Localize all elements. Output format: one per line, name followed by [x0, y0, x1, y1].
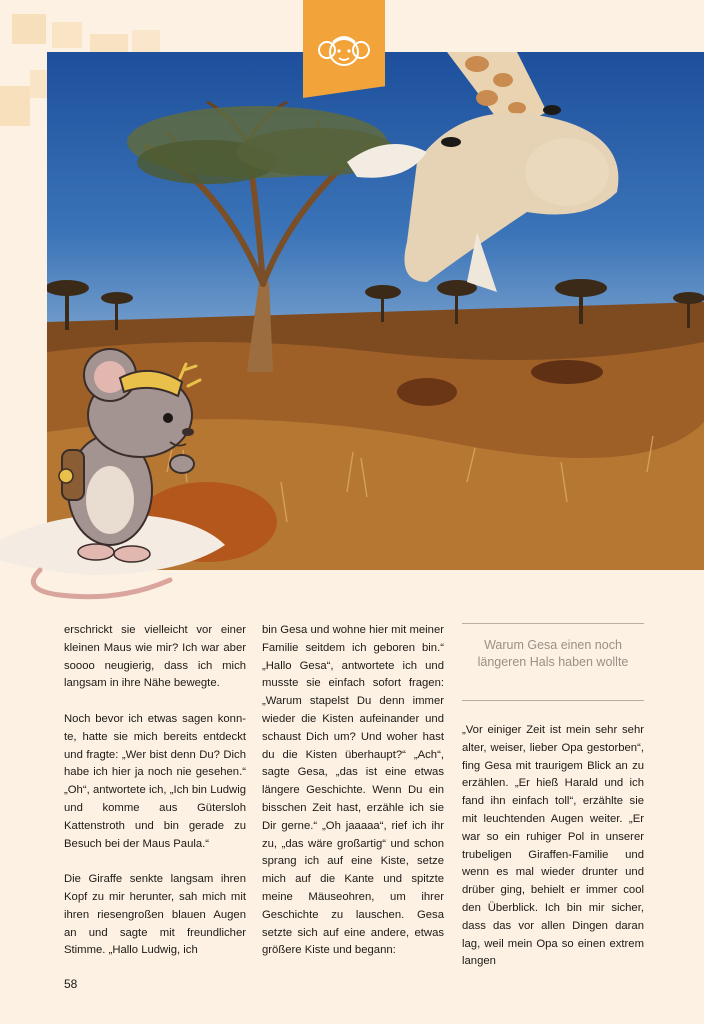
paragraph: Noch bevor ich etwas sagen konnte, hatte sie mich bereits entdeckt und fragte: „Wer bist denn Du? Dich habe ich hier ja noch nie gesehen.“ „Oh“, antwortete ich, „Ich bin Ludwig und komme aus Gütersloh Kattenstroth und bin gerade zu Besuch bei der Maus Paula.“	[64, 712, 246, 850]
decorative-square	[132, 30, 160, 54]
box-rule-top	[462, 623, 644, 624]
decorative-square	[12, 14, 46, 44]
text-column-2	[262, 622, 444, 978]
paragraph: „Vor einiger Zeit ist mein sehr sehr alter, weiser, lieber Opa gestorben“, fing Gesa mit traurigem Blick an zu erzählen. „Er hieß Harald und ich fand ihn einfach toll“, erzählte sie mit leuchtenden Augen weiter. „Er war so ein ruhiger Pol in unserer trubeligen Giraffen-Familie und wenn es mal wieder drunter und drüber ging, behielt er immer cool den Überblick. Ich bin mir sicher, dass das vor allen Dingen daran lag, weil mein Opa so einen extrem langen	[462, 724, 644, 968]
text-column-3	[462, 722, 644, 989]
paragraph: bin Gesa und wohne hier mit meiner Familie seitdem ich geboren bin.“ „Hallo Gesa“, antwortete ich und musste sie einfach sofort fragen: „Warum stapelst Du denn immer wieder die Kisten aufeinander und schaust Dich um? Und woher hast du die Kisten überhaupt?“ „Ach“, sagte Gesa, „das ist eine etwas längere Geschichte. Wenn Du ein bisschen Zeit hast, erzähle ich sie Dir gerne.“ „Oh jaaaaa“, rief ich ihr zu, „das wäre großartig“ und schon sprang ich auf eine Kiste, setze mich auf die Kante und spitzte meine Mäuseohren, um ihrer Geschichte zu lauschen. Gesa setzte sich auf eine andere, etwas größere Kiste und begann:	[262, 624, 444, 957]
mouse-ludwig-icon	[0, 340, 240, 610]
box-rule-bottom	[462, 700, 644, 701]
paragraph: Die Giraffe senkte langsam ihren Kopf zu mir herunter, sah mich mit ihren riesengroßen blauen Augen an und sagte mit freundlicher Stimme. „Hallo Ludwig, ich	[64, 873, 246, 957]
giraffe-icon	[347, 52, 618, 292]
text-column-1	[64, 622, 246, 978]
paragraph: erschrickt sie vielleicht vor einer kleinen Maus wie mir? Ich war aber soooo neugierig, dass ich mich langsam in ihre Nähe bewegte.	[64, 624, 246, 690]
header-tab	[303, 0, 385, 98]
mouse-face-logo-icon	[317, 30, 371, 70]
page-number: 58	[64, 977, 78, 991]
decorative-square	[0, 86, 30, 126]
decorative-square	[52, 22, 82, 48]
section-heading: Warum Gesa einen noch längeren Hals haben wollte	[477, 638, 629, 669]
